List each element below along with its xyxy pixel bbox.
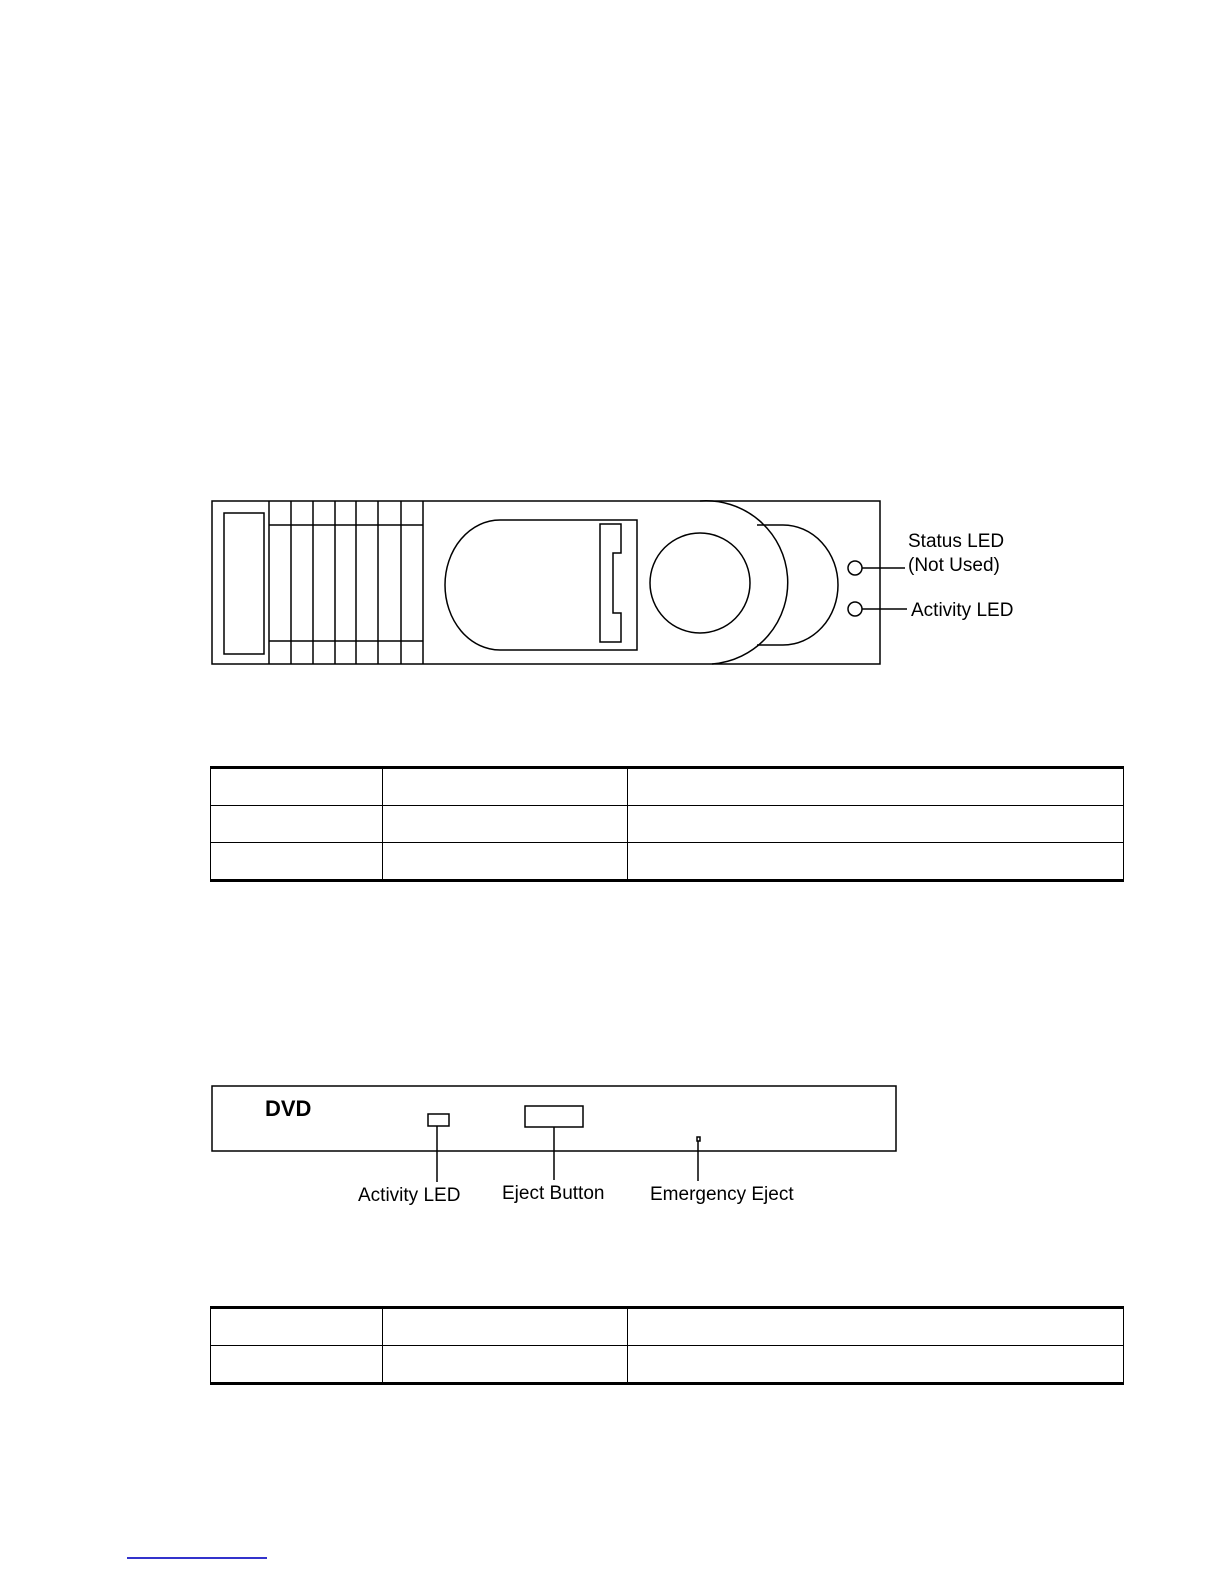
table-cell [383,1346,628,1384]
table-cell [211,1346,383,1384]
table-row [211,1346,1124,1384]
status-led-label: Status LED [908,531,1005,552]
dvd-activity-led-label: Activity LED [358,1185,461,1206]
table-header-cell [628,1308,1124,1346]
status-led-note: (Not Used) [908,555,1000,576]
table-header-cell [211,1308,383,1346]
table-cell [628,1346,1124,1384]
dvd-eject-button [525,1106,583,1127]
dvd-eject-button-label: Eject Button [502,1183,605,1204]
dvd-emergency-eject-label: Emergency Eject [650,1184,794,1205]
table-header-cell [383,1308,628,1346]
dvd-led-table [210,1306,1124,1385]
activity-led-label: Activity LED [911,600,1014,621]
dvd-logo-text: DVD [265,1096,312,1121]
dvd-emergency-eject-hole [697,1137,700,1141]
footer-link[interactable] [127,1557,267,1559]
table-header-row [211,1308,1124,1346]
dvd-activity-led [428,1114,449,1126]
